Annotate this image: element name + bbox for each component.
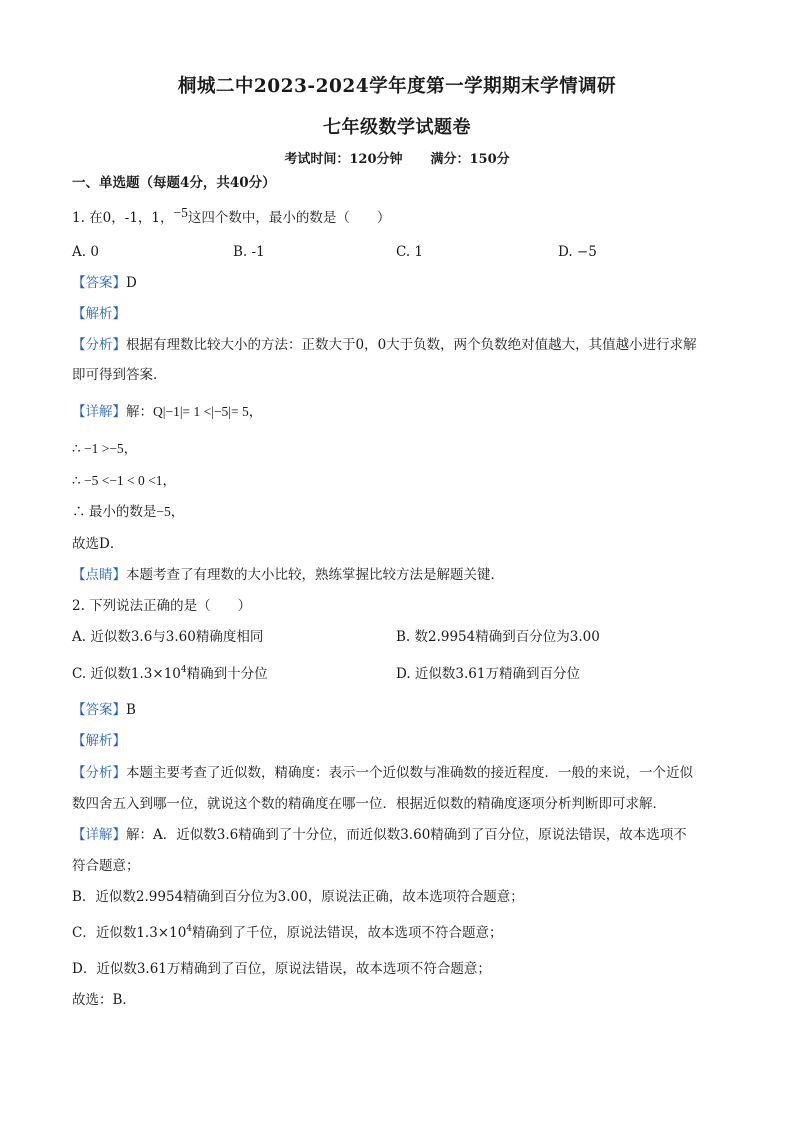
exam-title: 桐城二中2023-2024学年度第一学期期末学情调研 (177, 76, 617, 97)
q2-answer: 【答案】B (72, 702, 136, 718)
time-label: 考试时间：120分钟 (284, 152, 403, 167)
q1-stem-neg5: −5 (173, 205, 188, 220)
q1-option-c: C. 1 (396, 244, 424, 260)
q1-answer: 【答案】D (72, 275, 137, 291)
q2-option-d: D. 近似数3.61万精确到百分位 (396, 666, 580, 682)
exam-subtitle: 七年级数学试题卷 (323, 117, 471, 138)
q1-jiexi: 【解析】 (72, 306, 126, 322)
q1-fenxi: 【分析】根据有理数比较大小的方法：正数大于0，0大于负数，两个负数绝对值越大，其值越小进行求解 (72, 337, 697, 353)
q2-line-d: D．近似数3.61万精确到了百位，原说法错误，故本选项不符合题意； (72, 961, 491, 977)
q2-conclusion: 故选：B． (72, 992, 136, 1008)
section-heading: 一、单选题（每题4分，共40分） (72, 175, 276, 191)
q2-line-c: C．近似数$1.3\times 10^4$精确到了千位，原说法错误，故本选项不符合题意； (72, 924, 503, 941)
q2-fenxi: 【分析】本题主要考查了近似数，精确度：表示一个近似数与准确数的接近程度．一般的来说，一个近似 (72, 765, 693, 781)
q1-stem: 1. 在0，-1，1，−5这四个数中，最小的数是（ ） (72, 205, 391, 226)
q2-stem: 2. 下列说法正确的是（ ） (72, 598, 252, 614)
q1-option-b: B. -1 (233, 244, 265, 260)
q2-xiangjie-cont: 符合题意； (72, 858, 140, 874)
q2-jiexi: 【解析】 (72, 733, 126, 749)
score-label: 满分：150分 (430, 152, 510, 167)
q2-fenxi-cont: 数四舍五入到哪一位，就说这个数的精确度在哪一位．根据近似数的精确度逐项分析判断即可求解． (72, 796, 666, 812)
exam-meta (0, 148, 794, 167)
q2-xiangjie: 【详解】解：A．近似数3.6精确到了十分位，而近似数3.60精确到了百分位，原说法错误，故本选项不 (72, 827, 687, 843)
q2-line-b: B．近似数2.9954精确到百分位为3.00，原说法正确，故本选项符合题意； (72, 889, 524, 905)
q1-step-1: ∴ −1 >−5， (72, 441, 138, 456)
q1-fenxi-cont: 即可得到答案． (72, 367, 167, 383)
q2-option-b: B. 数2.9954精确到百分位为3.00 (396, 629, 600, 645)
q1-conclusion: 故选D． (72, 536, 124, 552)
q1-step-3: ∴ 最小的数是−5， (72, 504, 185, 519)
q1-option-d: D. −5 (558, 244, 597, 260)
q1-option-a: A. 0 (72, 244, 99, 260)
q2-option-a: A. 近似数3.6与3.60精确度相同 (72, 629, 264, 645)
q1-dianjing: 【点睛】本题考查了有理数的大小比较，熟练掌握比较方法是解题关键． (72, 567, 504, 583)
q1-xiangjie: 【详解】解：Q|−1|= 1 <|−5|= 5， (72, 404, 263, 420)
q2-option-c: C. 近似数$1.3\times 10^4$精确到十分位 (72, 665, 268, 682)
q1-step-2: ∴ −5 <−1 < 0 <1， (72, 473, 177, 488)
